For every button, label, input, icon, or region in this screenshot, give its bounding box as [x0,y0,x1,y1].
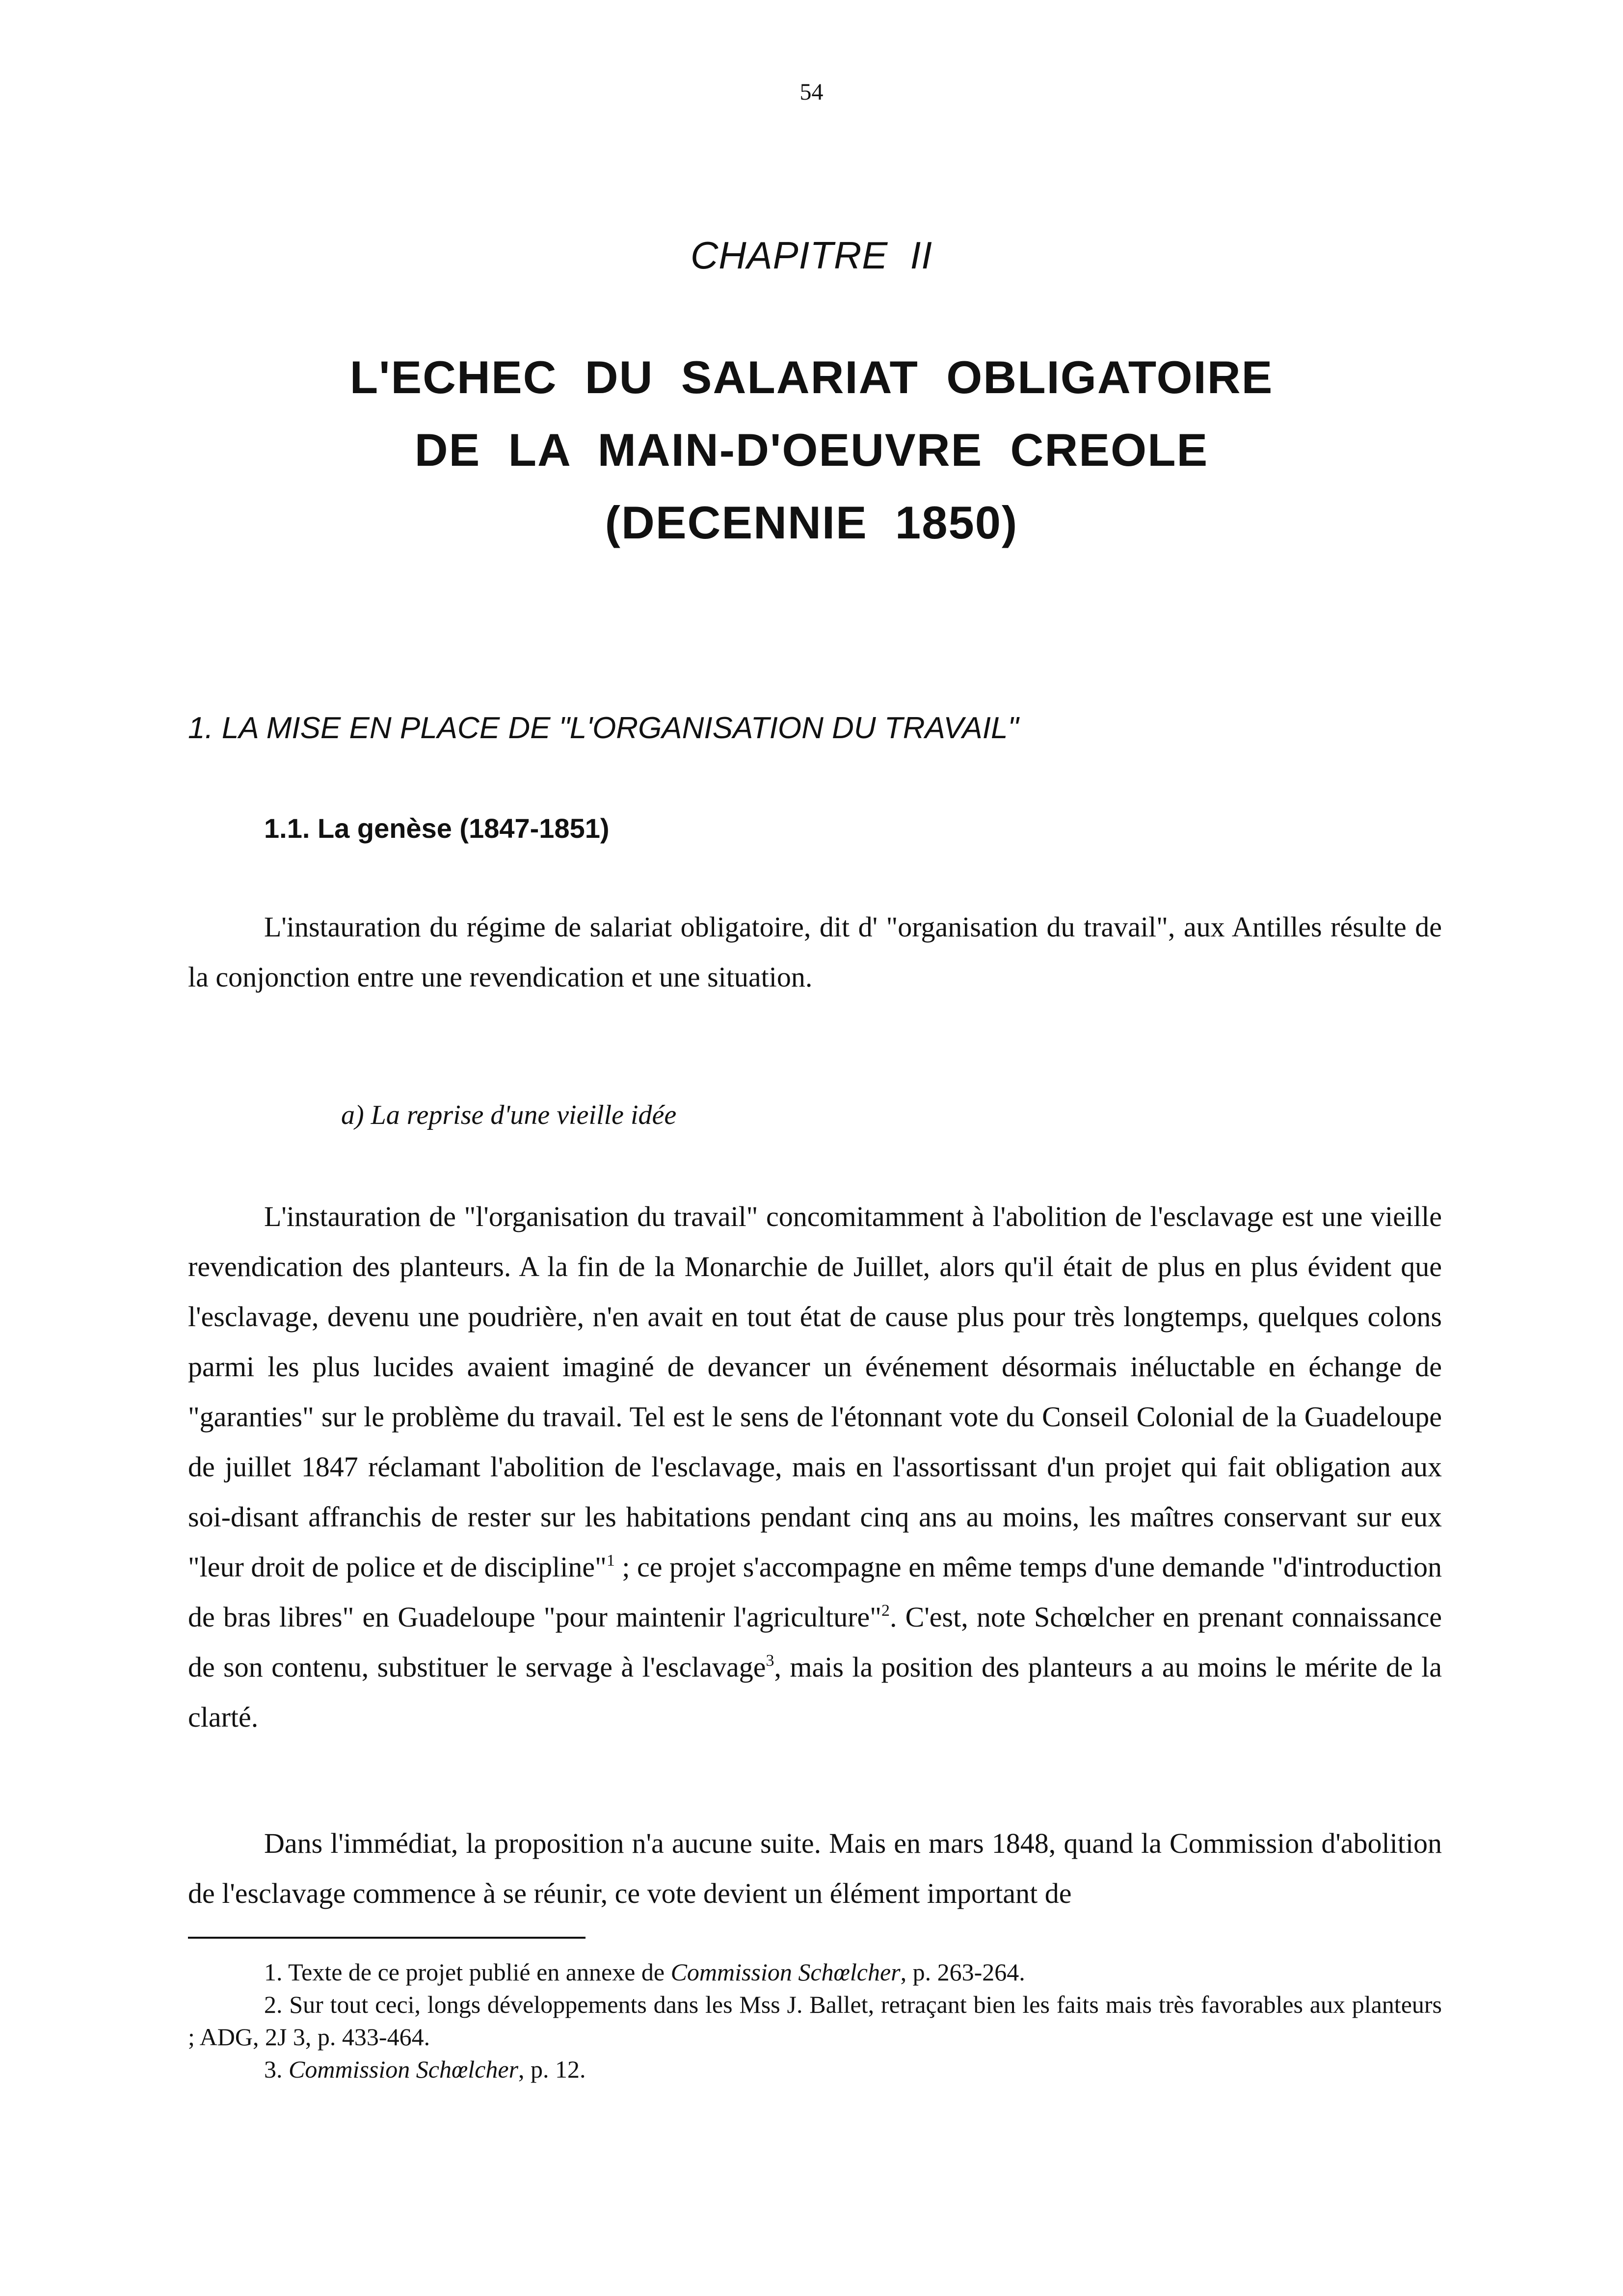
chapter-title [0,341,1623,559]
footnote-1-source: Commission Schœlcher [670,1958,901,1986]
section-heading: 1. LA MISE EN PLACE DE "L'ORGANISATION DU TRAVAIL" [188,711,1019,745]
paragraph-2 [188,1192,1442,1742]
footnote-ref-2: 2 [881,1602,890,1620]
footnote-2 [188,1988,1442,2053]
paragraph-2-text-4: , mais la position des planteurs a au moins le mérite de la clarté. [188,1651,1442,1733]
paragraph-2-text-2: ; ce projet s'accompagne en même temps d'une demande "d'introduction de bras libres" en Guadeloupe "pour maintenir l'agriculture" [188,1551,1442,1633]
chapter-title-line-3: (DECENNIE 1850) [605,497,1018,548]
subsection-heading: 1.1. La genèse (1847-1851) [264,813,610,844]
footnote-3-pages: , p. 12. [518,2056,586,2083]
footnote-2-text: 2. Sur tout ceci, longs développements dans les Mss J. Ballet, retraçant bien les faits mais très favorables aux planteurs ; ADG, 2J 3, p. 433-464. [188,1991,1442,2051]
paragraph-3: Dans l'immédiat, la proposition n'a aucune suite. Mais en mars 1848, quand la Commission d'abolition de l'esclavage commence à se réunir, ce vote devient un élément important de [188,1827,1442,1909]
paragraph-1: L'instauration du régime de salariat obligatoire, dit d' "organisation du travail", aux Antilles résulte de la conjonction entre une revendication et une situation. [188,911,1442,993]
footnotes [188,1956,1442,2085]
paragraph-2-text-1: L'instauration de "l'organisation du travail" concomitamment à l'abolition de l'esclavage est une vieille revendication des planteurs. A la fin de la Monarchie de Juillet, alors qu'il était de plus en plus évident que l'esclavage, devenu une poudrière, n'en avait en tout état de cause plus pour très longtemps, quelques colons parmi les plus lucides avaient imaginé de devancer un événement désormais inéluctable en échange de "garanties" sur le problème du travail. Tel est le sens de l'étonnant vote du Conseil Colonial de la Guadeloupe de juillet 1847 réclamant l'abolition de l'esclavage, mais en l'assortissant d'un projet qui fait obligation aux soi-disant affranchis de rester sur les habitations pendant cinq ans au moins, les maîtres conservant sur eux "leur droit de police et de discipline" [188,1201,1442,1583]
footnote-divider [188,1937,585,1939]
footnote-3-source: Commission Schœlcher [289,2056,519,2083]
footnote-1 [188,1956,1442,1988]
sub-heading-a: a) La reprise d'une vieille idée [341,1100,677,1130]
chapter-title-line-2: DE LA MAIN-D'OEUVRE CREOLE [414,424,1209,476]
footnote-1-pages: , p. 263-264. [900,1958,1025,1986]
footnote-3 [188,2053,1442,2085]
chapter-label: CHAPITRE II [690,234,933,277]
footnote-3-text: 3. [264,2056,289,2083]
footnote-1-text: 1. Texte de ce projet publié en annexe de [264,1958,671,1986]
footnote-ref-3: 3 [766,1652,774,1670]
paragraph-2-text-3: . C'est, note Schœlcher en prenant connaissance de son contenu, substituer le servage à l'esclavage [188,1601,1442,1683]
page-number: 54 [799,79,824,105]
footnote-ref-1: 1 [606,1551,615,1570]
chapter-title-line-1: L'ECHEC DU SALARIAT OBLIGATOIRE [349,351,1274,403]
